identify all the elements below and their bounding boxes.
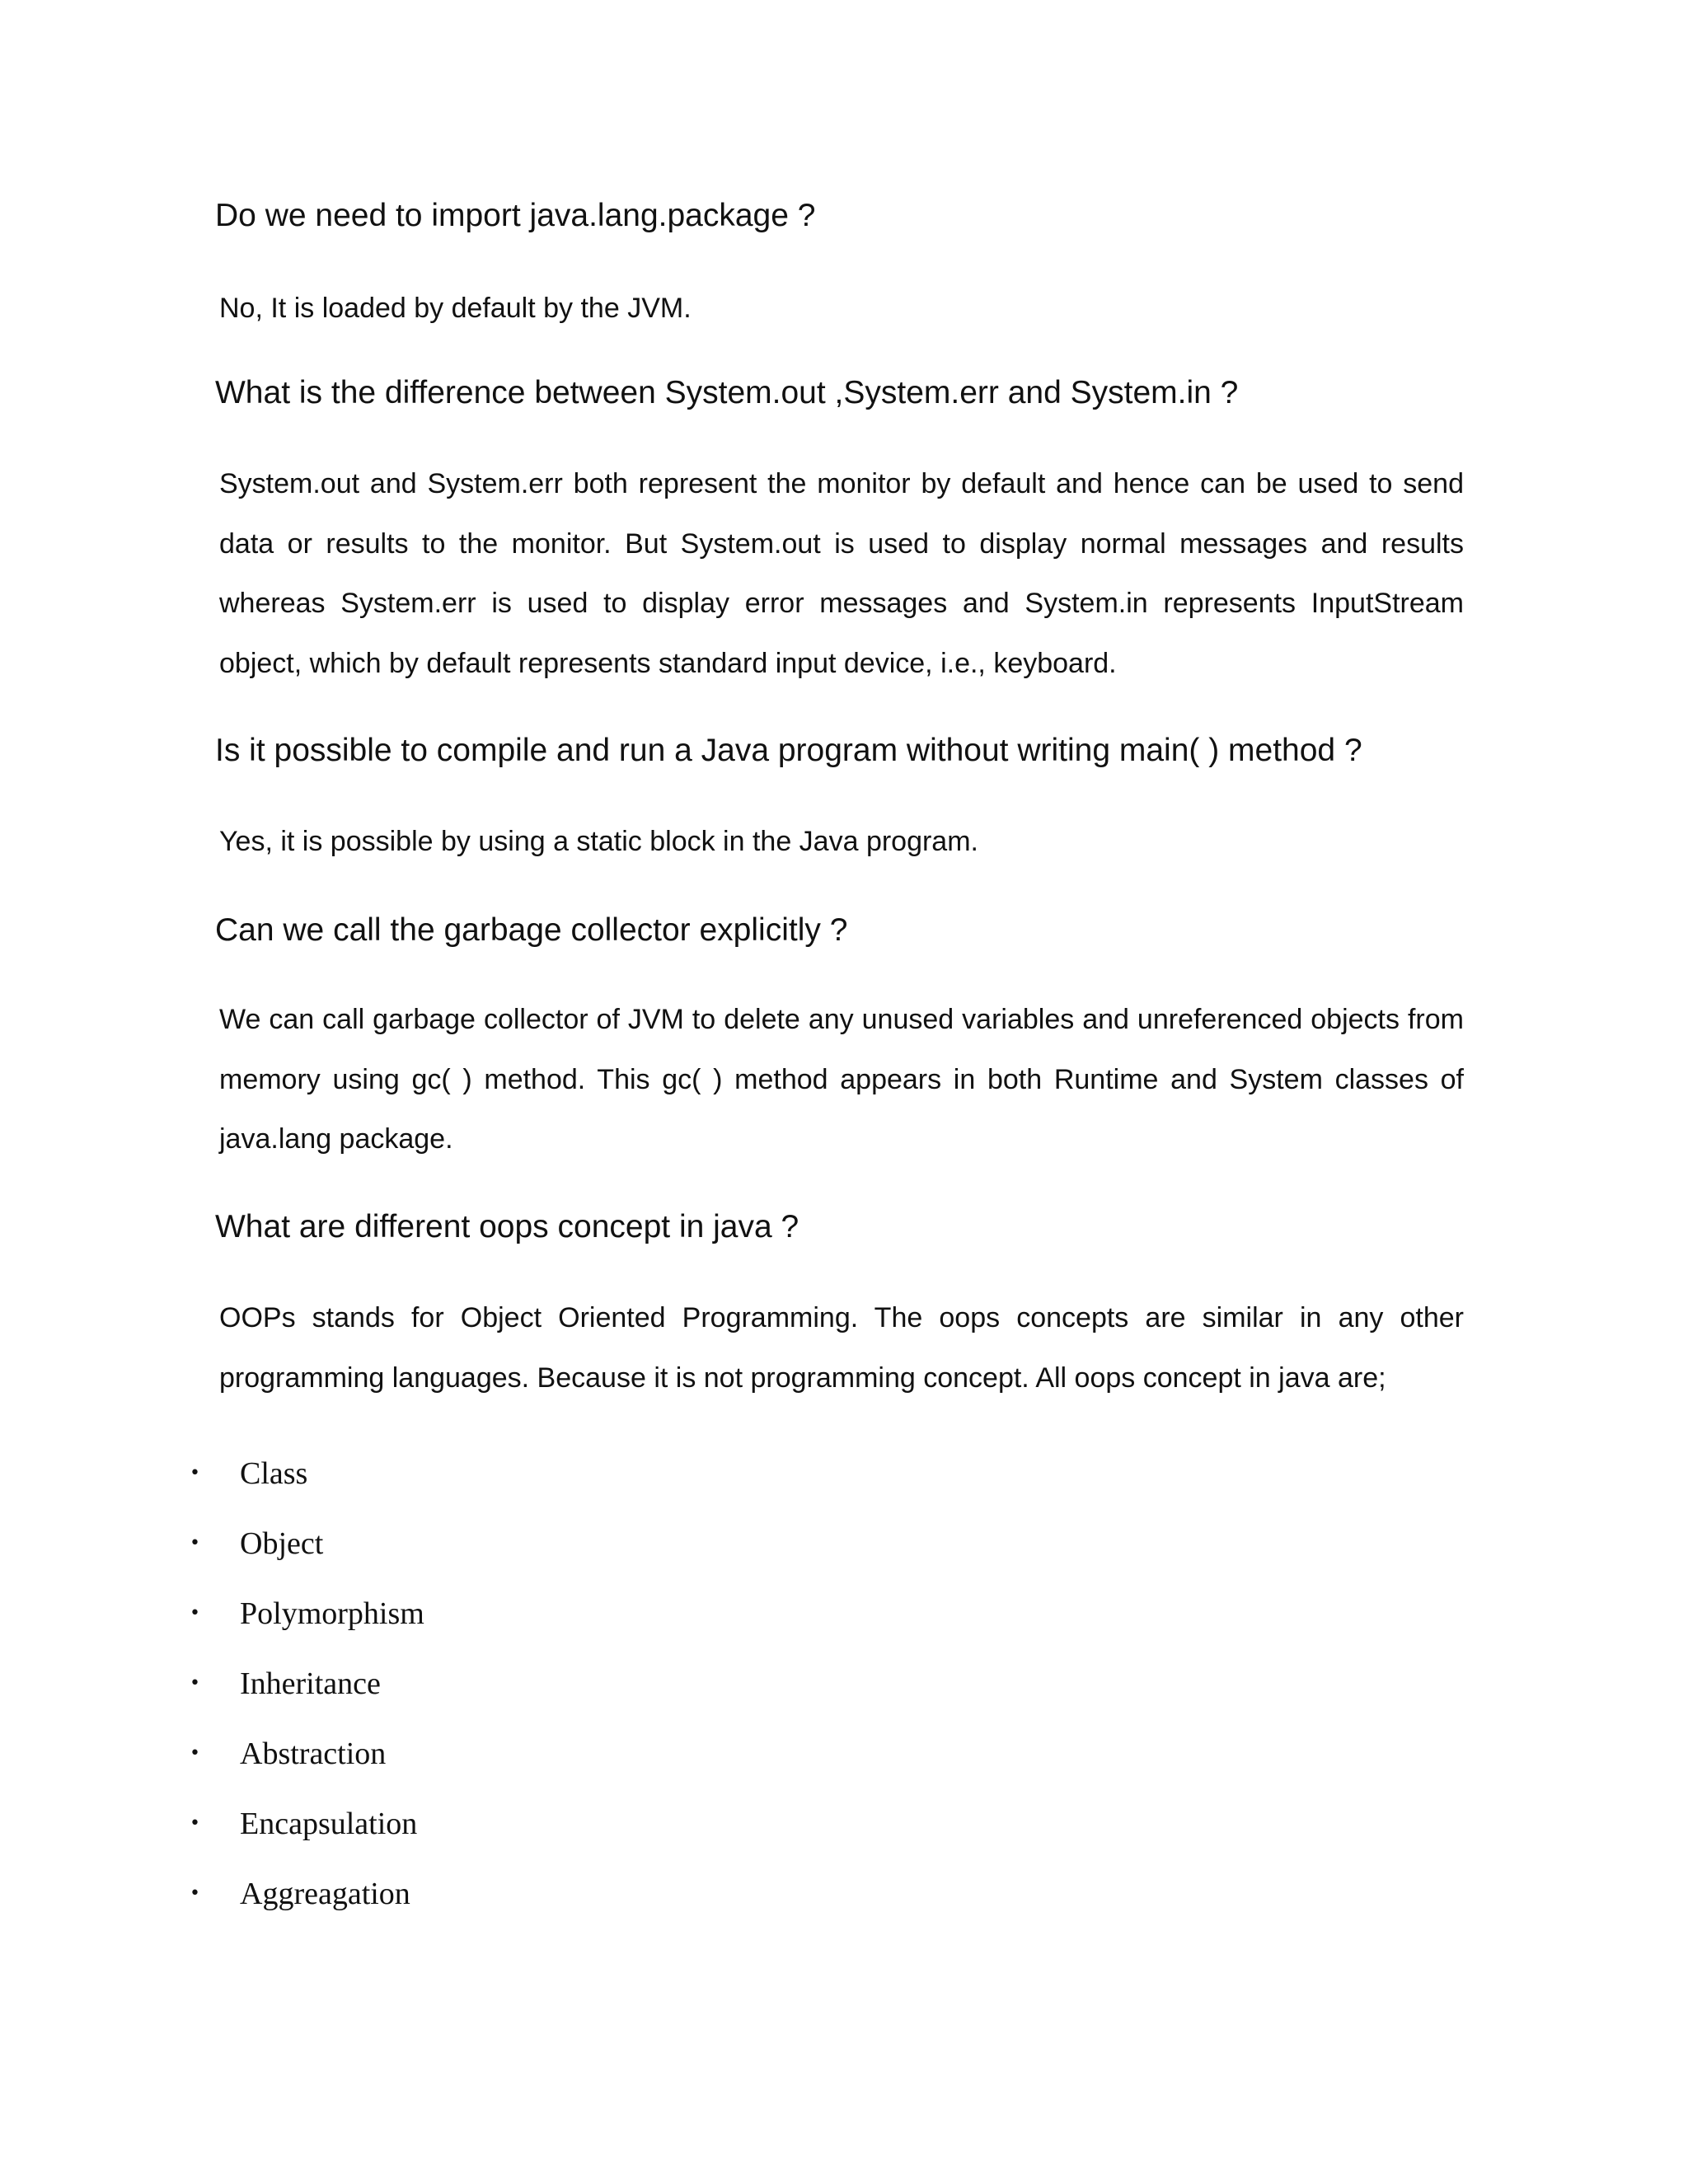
concept-label: Inheritance [240, 1666, 381, 1701]
bullet-icon: • [190, 1673, 200, 1694]
bullet-icon: • [190, 1463, 200, 1483]
list-item [0, 1452, 742, 1522]
concept-label: Class [240, 1456, 308, 1491]
list-item [0, 1802, 742, 1872]
answer-system-streams: System.out and System.err both represent the monitor by default and hence can be used to send data or results to the monitor. But System.out is used to display normal messages and results whereas System.err is used to display error messages and System.in represents InputStream object, which by default represents standard input device, i.e., keyboard. [219, 468, 1464, 679]
bullet-icon: • [190, 1813, 200, 1834]
answer-import-java-lang: No, It is loaded by default by the JVM. [219, 293, 692, 324]
concept-label: Object [240, 1526, 324, 1561]
question-import-java-lang: Do we need to import java.lang.package ? [215, 198, 816, 233]
list-item [0, 1872, 742, 1943]
question-run-without-main: Is it possible to compile and run a Java program without writing main( ) method ? [215, 733, 1362, 768]
list-item [0, 1732, 742, 1802]
answer-oops-concepts: OOPs stands for Object Oriented Programming. The oops concepts are similar in any other programming languages. Because it is not programming concept. All oops concept in java are; [219, 1302, 1464, 1394]
bullet-icon: • [190, 1533, 200, 1554]
answer-run-without-main: Yes, it is possible by using a static block in the Java program. [219, 826, 978, 857]
bullet-icon: • [190, 1603, 200, 1624]
list-item [0, 1662, 742, 1732]
question-oops-concepts: What are different oops concept in java ? [215, 1209, 799, 1244]
list-item [0, 1592, 742, 1662]
concept-label: Aggreagation [240, 1877, 410, 1911]
concept-label: Encapsulation [240, 1807, 418, 1841]
question-garbage-collector: Can we call the garbage collector explicitly ? [215, 912, 848, 948]
bullet-icon: • [190, 1743, 200, 1764]
question-system-streams: What is the difference between System.out ,System.err and System.in ? [215, 375, 1239, 410]
concept-label: Polymorphism [240, 1596, 424, 1631]
answer-garbage-collector: We can call garbage collector of JVM to delete any unused variables and unreferenced objects from memory using gc( ) method. This gc( ) method appears in both Runtime and System classes of java.lang package. [219, 1004, 1464, 1155]
bullet-icon: • [190, 1883, 200, 1904]
list-item [0, 1522, 742, 1592]
concept-label: Abstraction [240, 1736, 387, 1771]
oops-concept-list [0, 1452, 742, 1943]
